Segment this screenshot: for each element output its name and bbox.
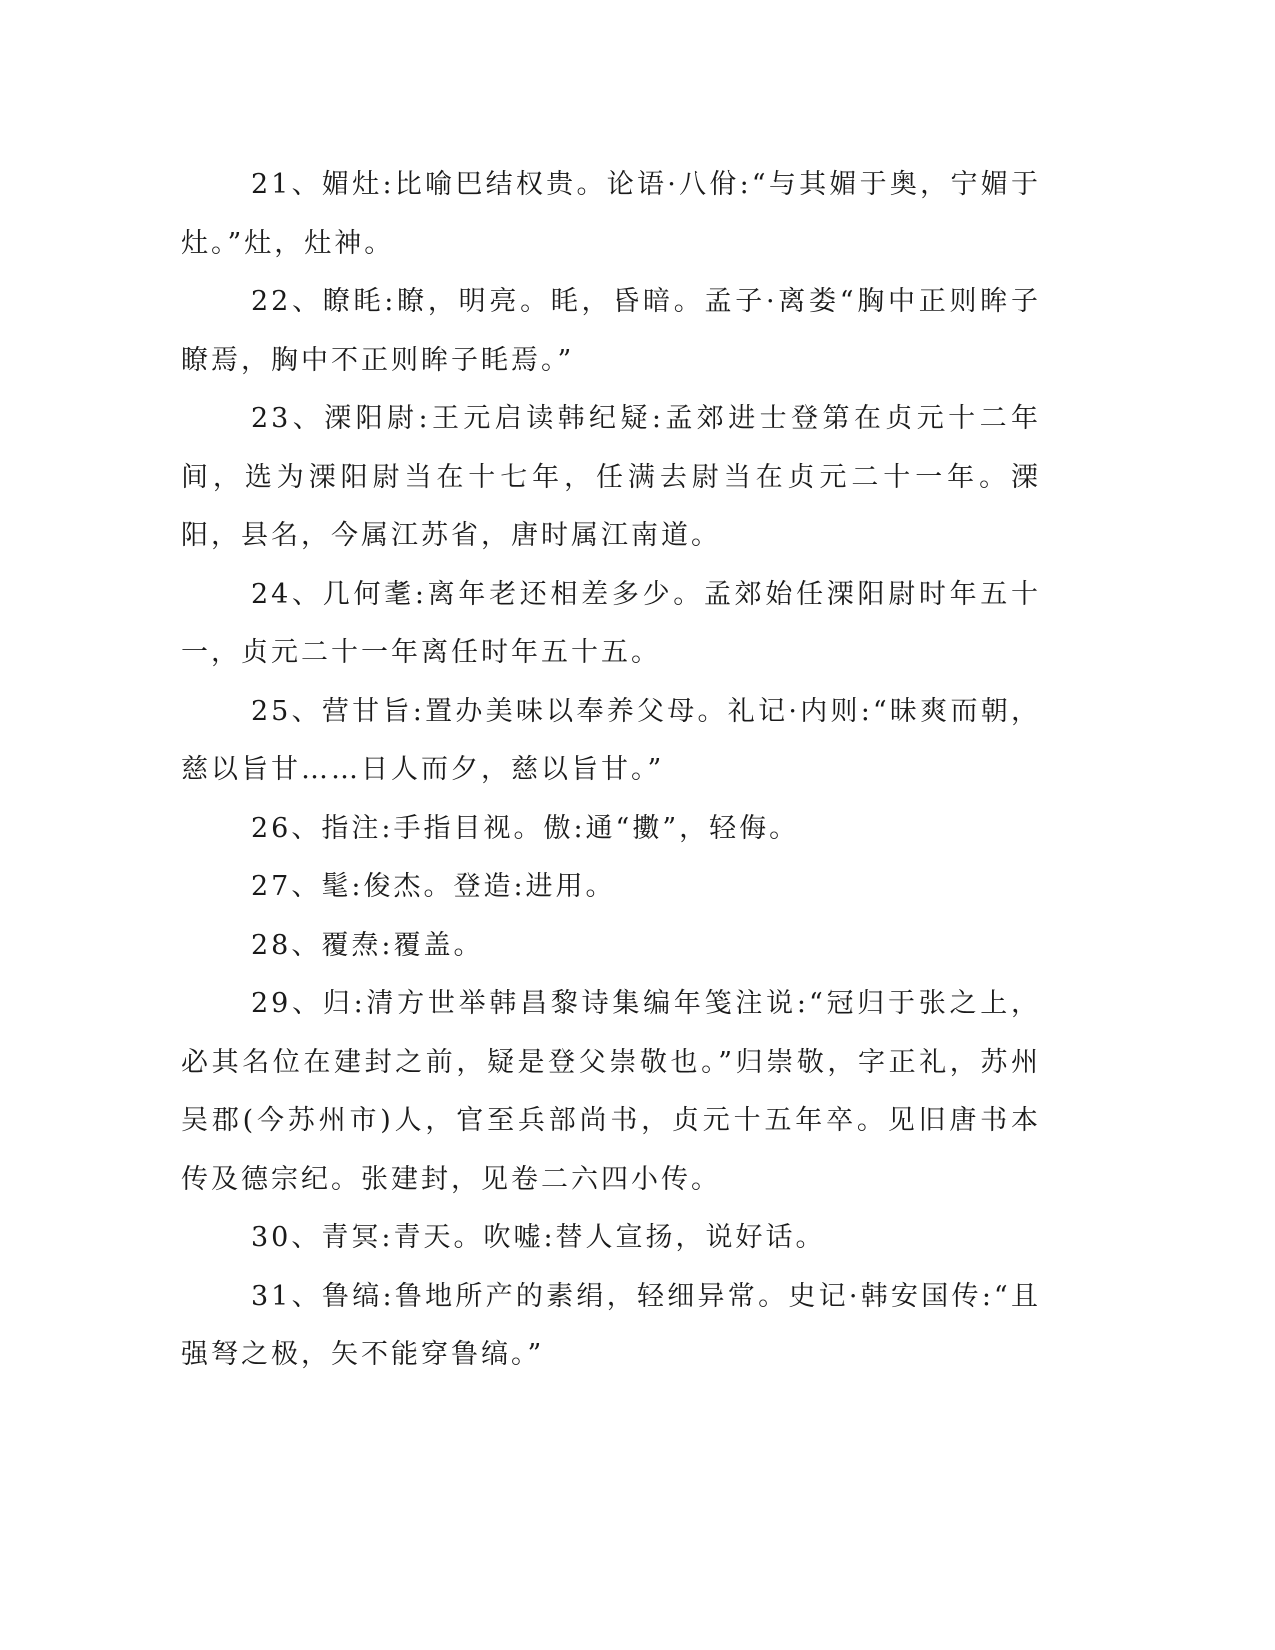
annotation-30: 30、青冥:青天。吹嘘:替人宣扬，说好话。 <box>251 1222 826 1253</box>
annotation-23: 23、溧阳尉:王元启读韩纪疑:孟郊进士登第在贞元十二年间，选为溧阳尉当在十七年，任满去尉当在贞元二十一年。溧阳，县名，今属江苏省，唐时属江南道。 <box>181 403 1041 551</box>
annotation-29: 29、归:清方世举韩昌黎诗集编年笺注说:“冠归于张之上，必其名位在建封之前，疑是登父崇敬也。”归崇敬，字正礼，苏州吴郡(今苏州市)人，官至兵部尚书，贞元十五年卒。见旧唐书本传及德宗纪。张建封，见卷二六四小传。 <box>181 988 1041 1195</box>
annotation-25: 25、营甘旨:置办美味以奉养父母。礼记·内则:“昧爽而朝，慈以旨甘……日人而夕，慈以旨甘。” <box>181 695 1041 785</box>
annotation-24: 24、几何耄:离年老还相差多少。孟郊始任溧阳尉时年五十一，贞元二十一年离任时年五十五。 <box>181 578 1041 668</box>
annotation-31: 31、鲁缟:鲁地所产的素绢，轻细异常。史记·韩安国传:“且强弩之极，矢不能穿鲁缟。” <box>181 1280 1041 1370</box>
annotation-27: 27、髦:俊杰。登造:进用。 <box>251 871 616 902</box>
annotation-22: 22、瞭眊:瞭，明亮。眊，昏暗。孟子·离娄“胸中正则眸子瞭焉，胸中不正则眸子眊焉。” <box>181 286 1041 376</box>
annotation-list <box>181 156 1041 1385</box>
annotation-21: 21、媚灶:比喻巴结权贵。论语·八佾:“与其媚于奥，宁媚于灶。”灶，灶神。 <box>181 169 1041 259</box>
annotation-26: 26、指注:手指目视。傲:通“擻”，轻侮。 <box>251 812 800 844</box>
annotation-28: 28、覆焘:覆盖。 <box>251 929 484 961</box>
